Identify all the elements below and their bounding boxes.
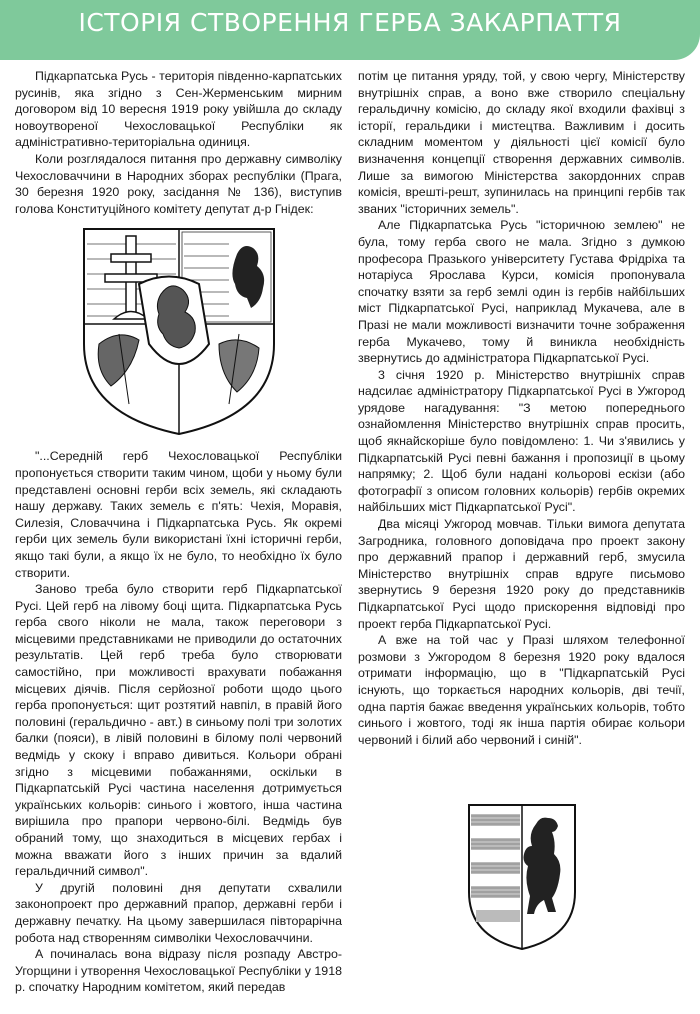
czechoslovak-coat-of-arms-icon	[79, 224, 279, 439]
paragraph: Два місяці Ужгород мовчав. Тільки вимога депутата Загродника, головного доповідача про проект закону про державний прапор і державний герб, змусила Міністерство внутрішніх справ вдруге письмово звернутись 9 березня 1920 року до представників Підкарпатської Русі щодо прискорення відповіді про проект герба Підкарпатської Русі.	[358, 517, 685, 631]
right-column	[358, 68, 685, 952]
paragraph: Але Підкарпатська Русь "історичною землею" не була, тому герба свого не мала. Згідно з думкою професора Празького університету Густава Фрідріха та нотаріуса Ярослава Курси, комісія пропонувала спочатку взяти за герб землі один із гербів найбільших міст Підкарпатської Русі, наприклад Мукачева, але в Празі не мали можливості визначити точне зображення герба Мукачево, тому й виникла необхідність звернутись до адміністратора Підкарпатської Русі.	[358, 218, 685, 366]
paragraph: Заново треба було створити герб Підкарпатської Русі. Цей герб на лівому боці щита. Підкарпатська Русь герба свого ніколи не мала, також переговори з місцевими представниками не приводили до остаточних результатів. Цей герб треба було створювати самостійно, при можливості врахувати побажання місцевих діячів. Після серйозної роботи щодо цього герба пропонується: щит розтятий навпіл, в правій його половині (геральдично - авт.) в синьому полі три золотих балки (пояси), в лівій половині в білому полі червоний ведмідь у скоку і вправо дивиться. Кольори обрані згідно з місцевими побажаннями, оскільки в Підкарпатській Русі частина населення дотримується українських кольорів: синього і жовтого, інша частина вирішила про прапори червоно-білі. Ведмідь був обраний тому, що знаходиться в місцевих гербах і можна вважати його з інших причин за вдалий геральдичний символ".	[15, 582, 342, 879]
paragraph: А починалась вона відразу після розпаду Австро-Угорщини і утворення Чехословацької Республіки у 1918 р. спочатку Народним комітетом, який передав	[15, 947, 342, 995]
paragraph: У другій половині дня депутати схвалили законопроект про державний прапор, державні герби і державну печатку. На цьому завершилася півторарічна робота над створенням символіки Чехословаччини.	[15, 880, 342, 945]
paragraph: 3 січня 1920 р. Міністерство внутрішніх справ надсилає адміністратору Підкарпатської Русі в Ужгород урядове нагадування: "З метою попереднього ознайомлення Міністерство внутрішніх справ просить, щоб якнайскоріше було повідомлено: 1. Чи з'явились у Підкарпатській Русі певні бажання і пропозиції в цьому напрямку; 2. Щоб були надані кольорові ескізи (або фотографії з описом головних кольорів) гербів окремих найбільших міст Підкарпатської Русі".	[358, 367, 685, 515]
page-title: ІСТОРІЯ СТВОРЕННЯ ГЕРБА ЗАКАРПАТТЯ	[78, 8, 622, 37]
paragraph: А вже на той час у Празі шляхом телефонної розмови з Ужгородом 8 березня 1920 року вдалося отримати інформацію, що в "Підкарпатській Русі існують, що торкається народних кольорів, дві течії, одна партія бажає введення українських кольорів, тобто синього і жовтого, тоді як інша партія обирає кольори червоний і білий або червоний і синій".	[358, 633, 685, 747]
paragraph: "...Середній герб Чехословацької Республіки пропонується створити таким чином, щоби у ньому були представлені основні герби всіх земель, які складають нашу державу. Таких земель є п'ять: Чехія, Моравія, Силезія, Словаччина і Підкарпатська Русь. Як окремі герби цих земель були використані їхні історичні герби, якщо такі були, а якщо їх не було, то необхідно їх було створити.	[15, 449, 342, 580]
left-column	[15, 68, 342, 996]
subcarpathian-ruthenia-coat-of-arms-icon	[466, 802, 578, 952]
title-banner	[0, 0, 700, 60]
paragraph: Підкарпатська Русь - територія південно-карпатських русинів, яка згідно з Сен-Жерменським мирним договором від 10 вересня 1919 року увійшла до складу новоутвореної Чехословацької Республіки як адміністративно-територіальна одиниця.	[15, 69, 342, 150]
paragraph: Коли розглядалося питання про державну символіку Чехословаччини в Народних зборах республіки (Прага, 30 березня 1920 року, засідання № 136), виступив голова Конституційного комітету депутат д-р Гнідек:	[15, 151, 342, 216]
paragraph: потім це питання уряду, той, у свою чергу, Міністерству внутрішніх справ, а воно вже створило спеціальну геральдичну комісію, до складу якої входили фахівці з історії, геральдики і мистецтва. Важливим і досить складним моментом у діяльності цієї комісії було визначення концепції створення державних символів. Лише за вимогою Міністерства закордонних справ комісія, врешті-решт, зупинилась на принципі гербів так званих "історичних земель".	[358, 69, 685, 216]
